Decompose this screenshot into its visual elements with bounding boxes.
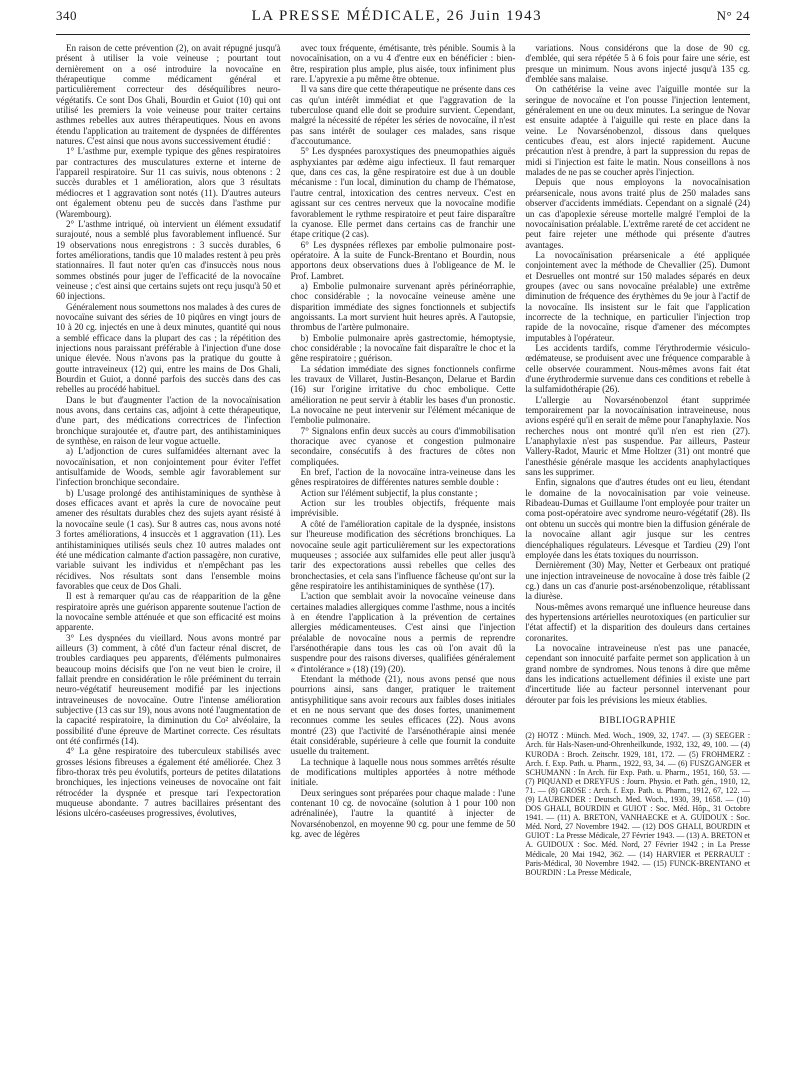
journal-title: LA PRESSE MÉDICALE, 26 Juin 1943	[251, 8, 543, 24]
paragraph: 4° La gêne respiratoire des tuberculeux stabilisés avec grosses lésions fibreuses a également été améliorée. Chez 3 fibro-thorax très peu évolutifs, porteurs de petites dilatations bronchiques, les injections veineuses de novocaïne ont fait rétrocéder la dyspnée et presque tari l'expectoration muqueuse abondante. 7 autres bacillaires présentant des lésions ulcéro-caséeuses progressives, évolutives,	[56, 746, 281, 819]
journal-name: LA PRESSE MÉDICALE	[251, 8, 437, 24]
article-columns	[56, 43, 750, 877]
issue-date: 26 Juin 1943	[446, 8, 543, 24]
paragraph: On cathétérise la veine avec l'aiguille montée sur la seringue de novocaïne et l'on pousse l'injection lentement, généralement en une ou deux minutes. La seringue de Novar est ensuite adaptée à l'aiguille qui reste en place dans la veine. Le Novarsénobenzol, dissous dans quelques centicubes d'eau, est alors injecté rapidement. Aucune précaution n'est à prendre, à part la suppression du repas de midi si l'injection est faite le matin. Nous conseillons à nos malades de ne pas se coucher après l'injection.	[525, 84, 751, 178]
page-header	[56, 8, 750, 35]
paragraph: (2) HOTZ : Münch. Med. Woch., 1909, 32, 1747. — (3) SEEGER : Arch. für Hals-Nasen-und-Ohrenheilkunde, 1932, 132, 49, 100. — (4) KURODA : Broch. Zeitschr. 1929, 181, 172. — (5) FROHMERZ : Arch. f. Exp. Path. u. Pharm., 1922, 93, 34. — (6) FUSZGANGER et SCHUMANN : In Arch. für Exp. Path. u. Pharm., 1951, 160, 53. — (7) PIQUAND et DREYFUS : Journ. Physio. et Path. gén., 1910, 12, 71. — (8) GROSE : Arch. f. Exp. Path. u. Pharm., 1912, 67, 122. — (9) LAUBENDER : Deutsch. Med. Woch., 1930, 39, 1658. — (10) DOS GHALI, BOURDIN et GUIOT : Soc. Méd. Hôp., 31 Octobre 1941. — (11) A. BRETON, VANHAECKE et A. GUIDOUX : Soc. Méd. Nord, 27 Novembre 1942. — (12) DOS GHALI, BOURDIN et GUIOT : La Presse Médicale, 27 Février 1943. — (13) A. BRETON et A. GUIDOUX : Soc. Méd. Nord, 27 Février 1942 ; in La Presse Médicale, 20 Mai 1942, 362. — (14) HARVIER et PERRAULT : Paris-Médical, 30 Novembre 1942. — (15) FUNCK-BRENTANO et BOURDIN : La Presse Médicale,	[525, 731, 751, 877]
paragraph: L'allergie au Novarsénobenzol étant supprimée temporairement par la novocaïnisation intraveineuse, nous avions espéré qu'il en serait de même pour l'anaphylaxie. Nos recherches nous ont montré qu'il n'en est rien (27). L'anaphylaxie n'est pas suspendue. Par ailleurs, Pasteur Vallery-Radot, Mauric et Mme Holtzer (31) ont montré que l'anesthésie générale masque les accidents anaphylactiques sans les supprimer.	[525, 394, 751, 478]
paragraph: 3° Les dyspnées du vieillard. Nous avons montré par ailleurs (3) comment, à côté d'un facteur rénal discret, de troubles cardiaques peu apparents, d'éléments pulmonaires beaucoup moins décisifs que l'on ne veut bien le croire, il fallait prendre en considération le rôle prééminent du terrain neuro-végétatif heureusement modifié par les injections intraveineuses de novocaïne. Outre l'intense amélioration subjective (13 cas sur 19), nous avons noté l'augmentation de la capacité respiratoire, la diminution du Co² alvéolaire, la possibilité d'une épreuve de Martinet correcte. Ces résultats ont été confirmés (14).	[56, 632, 281, 747]
paragraph: Depuis que nous employons la novocaïnisation préarsenicale, nous avons traité plus de 250 malades sans observer d'accidents immédiats. Cependant on a signalé (24) un cas d'apoplexie séreuse mortelle malgré l'emploi de la novocaïnisation préalable. L'extrême rareté de cet accident ne peut faire rejeter une méthode qui présente d'autres avantages.	[525, 177, 751, 250]
paragraph: a) Embolie pulmonaire survenant après périnéorraphie, choc considérable ; la novocaïne veineuse amène une disparition immédiate des signes fonctionnels et subjectifs angoissants. La mort survient huit heures après. A l'autopsie, thrombus de l'artère pulmonaire.	[290, 280, 516, 333]
paragraph: 1° L'asthme pur, exemple typique des gênes respiratoires par contractures des musculatures externe et interne de l'appareil respiratoire. Sur 11 cas suivis, nous obtenons : 2 succès durables et 1 amélioration, alors que 3 résultats médiocres et 1 aggravation sont notés (11). D'autres auteurs ont également obtenu peu de succès dans l'asthme pur (Warembourg).	[56, 146, 281, 219]
bibliography	[525, 731, 750, 877]
paragraph: Action sur les troubles objectifs, fréquente mais imprévisible.	[290, 498, 516, 519]
paragraph: Enfin, signalons que d'autres études ont eu lieu, étendant le domaine de la novocaïnisation par voie veineuse. Ribadeau-Dumas et Guillaume l'ont employée pour traiter un coma post-opératoire avec syndrome neuro-végétatif (28). Ils ont obtenu un succès qui montre bien la diffusion générale de la novocaïne allant agir jusque sur les centres diencéphaliques régulateurs. Lévesque et Tardieu (29) l'ont employée dans les états toxiques du nourrisson.	[525, 477, 751, 560]
paragraph: b) Embolie pulmonaire après gastrectomie, hémoptysie, choc considérable ; la novocaïne fait disparaître le choc et la gêne respiratoire ; guérison.	[290, 332, 516, 364]
paragraph: La technique à laquelle nous nous sommes arrêtés résulte de modifications multiples apportées à notre méthode initiale.	[290, 756, 516, 788]
paragraph: b) L'usage prolongé des antihistaminiques de synthèse à doses efficaces avant et après la cure de novocaïne peut amener des résultats durables chez des sujets ayant résisté à la novocaïne seule (1 cas). Sur 8 autres cas, nous avons noté 3 fortes améliorations, 4 insuccès et 1 aggravation (11). Les antihistaminiques utilisés seuls chez 10 autres malades ont été une médication calmante d'action passagère, non curative, variable suivant les individus et n'empêchant pas les récidives. Nos résultats sont dans l'ensemble moins favorables que ceux de Dos Ghali.	[56, 487, 281, 591]
paragraph: Il va sans dire que cette thérapeutique ne présente dans ces cas qu'un intérêt immédiat et que l'aggravation de la tuberculose quand elle doit se produire survient. Cependant, malgré la nécessité de répéter les séries de novocaïne, il n'est pas sans intérêt de soulager ces malades, sans risque d'accoutumance.	[290, 84, 516, 147]
paragraph: Les accidents tardifs, comme l'érythrodermie vésiculo-œdémateuse, se produisent avec une fréquence comparable à celle observée couramment. Nous-mêmes avons fait état d'une érythrodermie survenue dans ces conditions et rebelle à la sulfamidothérapie (26).	[525, 342, 751, 395]
column-left	[56, 43, 281, 877]
paragraph: 5° Les dyspnées paroxystiques des pneumopathies aiguës asphyxiantes par œdème aigu infectieux. Il faut remarquer que, dans ces cas, la gêne respiratoire est due à un double mécanisme : l'un local, diminution du champ de l'hématose, l'autre central, intoxication des centres nerveux. C'est en agissant sur ces centres nerveux que la novocaïne modifie favorablement le rythme respiratoire et peut faire disparaître la cyanose. Elle permet dans certains cas de franchir une étape critique (2 cas).	[290, 146, 516, 240]
paragraph: Deux seringues sont préparées pour chaque malade : l'une contenant 10 cg. de novocaïne (solution à 1 pour 100 non adrénalinée), l'autre la quantité à injecter de Novarsénobenzol, en moyenne 90 cg. pour une femme de 50 kg. avec de légères	[290, 787, 516, 840]
page-number: 340	[56, 8, 77, 23]
paragraph: La novocaïne intraveineuse n'est pas une panacée, cependant son innocuité parfaite permet son application à un grand nombre de syndromes. Nous tenons à dire que même dans les indications actuellement définies il existe une part d'incertitude liée au facteur personnel intervenant pour dérouter par fois les prévisions les mieux établies.	[525, 642, 751, 705]
paragraph: Nous-mêmes avons remarqué une influence heureuse dans des hypertensions artérielles neurotoxiques (en particulier sur l'état affectif) et la disparition des douleurs dans certaines coronarites.	[525, 601, 751, 643]
paragraph: Etendant la méthode (21), nous avons pensé que nous pourrions ainsi, sans danger, pratiquer le traitement antisyphilitique sans avoir recours aux faibles doses initiales et en ne nous servant que des doses fortes, unanimement reconnues comme les seules efficaces (22). Nous avons montré (23) que l'activité de l'arsénothérapie ainsi menée était considérable, supérieure à celle que fournit la conduite usuelle du traitement.	[290, 673, 516, 757]
paragraph: L'action que semblait avoir la novocaïne veineuse dans certaines maladies allergiques comme l'asthme, nous a incités à en étendre l'application à la prévention de certaines allergies médicamenteuses. C'est ainsi que l'injection préalable de novocaïne nous a permis de reprendre l'arsénothérapie dans tous les cas où l'on avait dû la suspendre pour des raisons diverses, qualifiées généralement « d'intolérance » (18) (19) (20).	[290, 591, 516, 674]
issue-number: N° 24	[716, 8, 750, 23]
paragraph: En raison de cette prévention (2), on avait répugné jusqu'à présent à utiliser la voie veineuse ; pourtant tout dernièrement on a osé introduire la novocaïne en thérapeutique comme médicament général et particulièrement correcteur des déséquilibres neuro-végétatifs. Ce sont Dos Ghali, Bourdin et Guiot (10) qui ont utilisé les premiers la voie veineuse pour traiter certains asthmes rebelles aux autres thérapeutiques. Nous en avons étendu l'application au traitement de dyspnées de différentes natures. C'est ainsi que nous avons successivement étudié :	[56, 43, 281, 147]
paragraph: A côté de l'amélioration capitale de la dyspnée, insistons sur l'heureuse modification des sécrétions bronchiques. La novocaïne seule agit particulièrement sur les expectorations muqueuses ; associée aux sulfamides elle peut aller jusqu'à tarir des expectorations aussi rebelles que celles des bronchectasies, et cela sans l'influence fâcheuse qu'ont sur la gêne respiratoire les antihistaminiques de synthèse (17).	[290, 518, 516, 591]
paragraph: Généralement nous soumettons nos malades à des cures de novocaïne suivant des séries de 10 piqûres en vingt jours de 10 à 20 cg. injectés en une à deux minutes, quantité qui nous a semblé efficace dans la plupart des cas ; la répétition des injections nous paraissant préférable à l'injection d'une dose unique élevée. Nous n'avons pas la pratique du goutte à goutte intraveineux (12) qui, entre les mains de Dos Ghali, Bourdin et Guiot, a donné parfois des succès dans des cas rebelles au procédé habituel.	[56, 301, 281, 395]
paragraph: Dans le but d'augmenter l'action de la novocaïnisation nous avons, dans certains cas, adjoint à cette thérapeutique, d'une part, des médications correctrices de l'infection bronchique surajoutée et, d'autre part, des antihistaminiques de synthèse, en raison de leur vogue actuelle.	[56, 394, 281, 447]
paragraph: Il est à remarquer qu'au cas de réapparition de la gêne respiratoire après une guérison apparente soutenue l'action de la novocaïne semble atténuée et que son efficacité est moins apparente.	[56, 591, 281, 633]
paragraph: 6° Les dyspnées réflexes par embolie pulmonaire post-opératoire. A la suite de Funck-Brentano et Bourdin, nous apportons deux observations dues à l'obligeance de M. le Prof. Lambret.	[290, 239, 516, 281]
paragraph: Dernièrement (30) May, Netter et Gerbeaux ont pratiqué une injection intraveineuse de novocaïne à dose très faible (2 cg.) dans un cas d'anurie post-arsénobenzolique, rétablissant la diurèse.	[525, 560, 751, 602]
paragraph: avec toux fréquente, émétisante, très pénible. Soumis à la novocaïnisation, on a vu 4 d'entre eux en bénéficier : bien-être, respiration plus ample, plus aisée, toux infiniment plus rare. L'apyrexie a pu même être obtenue.	[290, 43, 516, 85]
column-middle	[291, 43, 516, 877]
column-right-body	[525, 43, 750, 705]
paragraph: Action sur l'élément subjectif, la plus constante ;	[300, 487, 478, 498]
paragraph: La sédation immédiate des signes fonctionnels confirme les travaux de Villaret, Justin-Besançon, Delarue et Bardin (16) sur l'origine irritative du choc embolique. Cette amélioration ne peut servir à établir les bases d'un pronostic. La novocaïne ne peut intervenir sur l'élément mécanique de l'embolie pulmonaire.	[290, 363, 516, 426]
paragraph: En bref, l'action de la novocaïne intra-veineuse dans les gênes respiratoires de différentes natures semble double :	[290, 467, 516, 488]
column-right	[525, 43, 750, 877]
bibliography-title: BIBLIOGRAPHIE	[599, 715, 677, 725]
paragraph: 2° L'asthme intriqué, où intervient un élément exsudatif surajouté, nous a semblé plus favorablement influencé. Sur 19 observations nous enregistrons : 3 succès durables, 6 fortes améliorations, tandis que 10 malades restent à peu près stationnaires. Il faut noter qu'en cas d'insuccès nous nous sommes obstinés pour juger de l'efficacité de la novocaïne veineuse ; c'est ainsi que certains sujets ont reçu jusqu'à 50 et 60 injections.	[56, 218, 281, 302]
paragraph: a) L'adjonction de cures sulfamidées alternant avec la novocaïnisation, et non conjointement pour éviter l'effet antisulfamide de Woods, semble agir favorablement sur l'infection bronchique secondaire.	[56, 446, 281, 488]
paragraph: La novocaïnisation préarsenicale a été appliquée conjointement avec la méthode de Chevallier (25). Dumont et Desruelles ont montré sur 150 malades séparés en deux groupes (avec ou sans novocaïne préalable) une extrême diminution de fréquence des érythèmes du 9e jour à l'actif de la novocaïne. Ils insistent sur le fait que l'application incorrecte de la technique, en particulier l'injection trop rapide de la novocaïne, risque d'amener des mécomptes imputables à l'opérateur.	[525, 249, 751, 343]
paragraph: 7° Signalons enfin deux succès au cours d'immobilisation thoracique avec cyanose et congestion pulmonaire secondaire, consécutifs à des fractures de côtes non compliquées.	[290, 425, 516, 467]
paragraph: variations. Nous considérons que la dose de 90 cg. d'emblée, qui sera répétée 5 à 6 fois pour faire une série, est presque un minimum. Nous avons injecté jusqu'à 135 cg. d'emblée sans malaise.	[525, 43, 751, 85]
